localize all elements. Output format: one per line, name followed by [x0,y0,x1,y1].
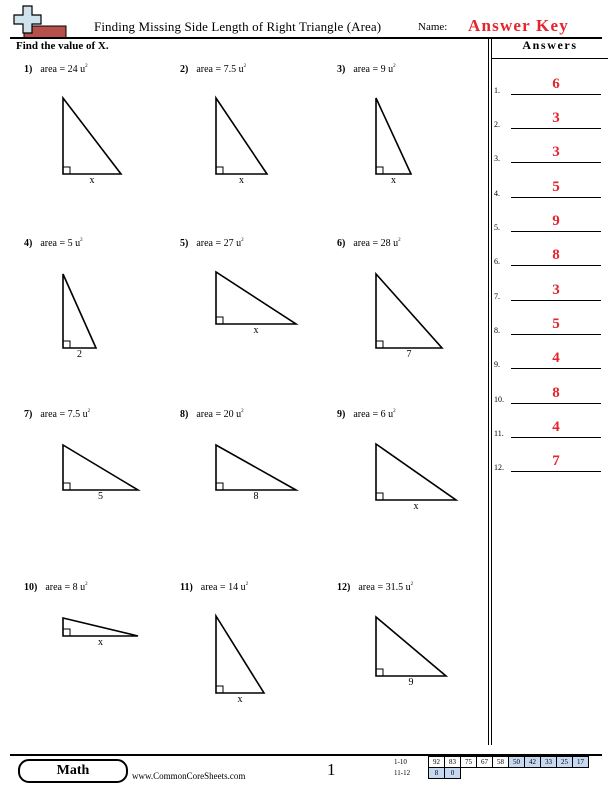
area-unit: u [405,582,411,593]
score-cell-empty [541,768,557,779]
score-row-label: 11-12 [394,769,411,777]
area-prefix: area = [353,238,381,249]
answer-number: 11. [494,429,504,438]
answer-line [511,197,601,198]
area-prefix: area = [196,238,224,249]
right-triangle [61,272,98,350]
answer-value: 6 [552,76,560,92]
area-expression [358,582,413,593]
answer-row [494,107,606,129]
unit-exponent: 2 [80,238,83,243]
score-cell: 83 [445,757,461,768]
answer-value: 3 [552,144,560,160]
answer-row [494,244,606,266]
problem-number: 10) [24,582,38,593]
area-expression [40,64,87,75]
area-value: 6 [380,409,386,420]
score-cell: 92 [429,757,445,768]
area-unit: u [80,64,86,75]
problem-number: 4) [24,238,33,249]
area-expression [40,409,90,420]
unit-exponent: 2 [398,238,401,243]
area-unit: u [82,409,88,420]
score-cell: 17 [573,757,589,768]
worksheet-title: Finding Missing Side Length of Right Triangle (Area) [94,19,382,34]
area-value: 9 [380,64,386,75]
unit-exponent: 2 [245,582,249,587]
problem-header [337,64,396,75]
answer-value: 3 [552,282,560,298]
answer-row [494,450,606,472]
score-cell: 33 [541,757,557,768]
answer-line [511,128,601,129]
score-cell: 8 [429,768,445,779]
answer-number: 3. [494,154,500,163]
score-row [392,768,589,779]
subject-badge: Math [18,759,128,783]
answer-line [511,300,601,301]
name-label: Name: [418,21,448,33]
unit-exponent: 2 [85,64,88,69]
right-angle-marker [63,629,70,636]
score-cell-empty [557,768,573,779]
problem-number: 8) [180,409,189,420]
area-value: 7.5 [223,64,237,75]
right-triangle [61,96,123,176]
area-expression [196,64,246,75]
triangle-outline [376,444,456,500]
base-label: x [413,501,419,512]
page-number: 1 [327,760,336,779]
right-triangle [61,443,140,492]
answer-line [511,471,601,472]
base-label: x [237,694,243,705]
area-expression [201,582,248,593]
answer-line [511,437,601,438]
triangle-outline [216,272,296,324]
answer-number: 2. [494,120,500,129]
answer-value: 7 [552,453,560,469]
area-expression [40,238,82,249]
answer-value: 9 [552,213,560,229]
answer-value: 8 [552,247,560,263]
score-cell: 25 [557,757,573,768]
triangle-outline [376,98,411,174]
unit-exponent: 2 [241,238,244,243]
score-cell: 75 [461,757,477,768]
answer-number: 8. [494,326,500,335]
instructions: Find the value of X. [16,40,109,52]
triangle-outline [376,617,446,676]
right-angle-marker [376,167,383,174]
triangle-outline [63,618,138,636]
answer-line [511,265,601,266]
answer-number: 5. [494,223,500,232]
answer-row [494,416,606,438]
score-cell-empty [461,768,477,779]
base-label: x [98,637,103,648]
base-label: x [391,175,396,186]
right-angle-marker [376,493,383,500]
column-divider-inner [491,38,492,745]
problem-number: 12) [337,582,351,593]
answer-value: 5 [552,179,560,195]
problem-header [180,409,244,420]
right-triangle [214,443,298,492]
right-triangle [214,614,266,695]
problem-number: 6) [337,238,346,249]
answer-row [494,141,606,163]
unit-exponent: 2 [243,64,247,69]
area-unit: u [75,238,81,249]
problem-header [24,582,88,593]
problem-number: 5) [180,238,189,249]
area-value: 8 [72,582,78,593]
area-value: 20 [223,409,234,420]
area-value: 24 [67,64,78,75]
area-unit: u [236,409,242,420]
right-triangle [214,270,298,326]
right-angle-marker [63,483,70,490]
answer-line [511,403,601,404]
area-unit: u [80,582,86,593]
score-row [392,757,589,768]
right-angle-marker [376,669,383,676]
triangle-outline [63,98,121,174]
area-value: 7.5 [67,409,81,420]
unit-exponent: 2 [393,409,396,414]
answer-row [494,313,606,335]
base-label: 5 [98,491,103,502]
problem-number: 2) [180,64,189,75]
right-angle-marker [63,341,70,348]
answer-row [494,210,606,232]
triangle-outline [63,274,96,348]
right-angle-marker [376,341,383,348]
area-prefix: area = [40,409,68,420]
website-link[interactable]: www.CommonCoreSheets.com [132,771,246,781]
score-cell: 50 [509,757,525,768]
score-cell: 67 [477,757,493,768]
answers-heading: Answers [522,38,578,52]
problem-number: 11) [180,582,193,593]
problem-header [24,409,90,420]
problem-number: 7) [24,409,33,420]
base-label: x [89,175,95,186]
score-cell-empty [509,768,525,779]
area-prefix: area = [200,582,229,593]
score-cell-empty [525,768,541,779]
base-label: 7 [406,349,412,360]
right-triangle [374,96,413,176]
area-unit: u [388,409,394,420]
answer-value: 8 [552,385,560,401]
answers-heading-rule [492,58,608,59]
area-value: 14 [228,582,239,593]
answer-row [494,347,606,369]
area-prefix: area = [40,64,68,75]
area-unit: u [388,64,394,75]
area-prefix: area = [358,582,386,593]
score-table [392,756,589,779]
score-cell: 0 [445,768,461,779]
area-value: 27 [223,238,234,249]
score-cell-empty [493,768,509,779]
answer-number: 4. [494,189,500,198]
triangle-outline [216,98,267,174]
base-label: x [239,175,244,186]
column-divider [488,38,489,745]
triangle-outline [216,445,296,490]
problem-number: 9) [337,409,346,420]
unit-exponent: 2 [87,409,91,414]
score-cell: 58 [493,757,509,768]
area-value: 28 [380,238,391,249]
answer-key-label: Answer Key [468,16,569,35]
base-label: x [253,325,259,336]
answer-line [511,94,601,95]
problem-number: 3) [337,64,346,75]
answer-row [494,382,606,404]
problem-header [24,64,88,75]
right-angle-marker [216,317,223,324]
right-triangle [214,96,269,176]
answer-line [511,334,601,335]
base-label: 9 [408,677,414,688]
right-angle-marker [216,167,223,174]
right-angle-marker [63,167,70,174]
answer-row [494,279,606,301]
problem-header [180,582,248,593]
area-prefix: area = [196,64,224,75]
triangle-outline [216,616,264,693]
problem-header [180,64,246,75]
unit-exponent: 2 [85,582,88,587]
answer-value: 4 [552,419,560,435]
answer-value: 3 [552,110,560,126]
answer-number: 10. [494,395,504,404]
area-unit: u [236,238,242,249]
right-triangle [374,442,458,502]
unit-exponent: 2 [410,582,414,587]
area-expression [45,582,87,593]
area-expression [196,409,243,420]
unit-exponent: 2 [393,64,396,69]
answer-number: 1. [494,86,500,95]
answer-row [494,73,606,95]
problem-header [337,409,396,420]
area-prefix: area = [45,582,73,593]
answer-line [511,368,601,369]
area-expression [353,64,395,75]
area-unit: u [240,582,246,593]
area-unit: u [393,238,399,249]
problem-header [337,582,413,593]
area-prefix: area = [40,238,68,249]
problem-number: 1) [24,64,33,75]
right-triangle [374,272,444,350]
triangle-outline [63,445,138,490]
problem-header [24,238,83,249]
right-triangle [374,615,448,678]
score-cell: 42 [525,757,541,768]
area-prefix: area = [196,409,224,420]
answer-number: 9. [494,360,500,369]
answer-line [511,231,601,232]
area-unit: u [238,64,244,75]
score-cell-empty [477,768,493,779]
area-prefix: area = [353,409,381,420]
triangle-outline [376,274,442,348]
base-label: 2 [77,349,82,360]
answer-value: 5 [552,316,560,332]
answer-line [511,162,601,163]
right-angle-marker [216,483,223,490]
score-cell-empty [573,768,589,779]
answer-value: 4 [552,350,560,366]
area-expression [353,409,395,420]
area-value: 5 [67,238,73,249]
area-expression [196,238,243,249]
answer-row [494,176,606,198]
unit-exponent: 2 [241,409,244,414]
base-label: 8 [253,491,259,502]
answer-number: 12. [494,463,504,472]
area-expression [353,238,400,249]
right-triangle [61,616,140,638]
score-row-label: 1-10 [394,758,407,766]
answer-number: 6. [494,257,500,266]
area-value: 31.5 [385,582,404,593]
problem-header [180,238,244,249]
right-angle-marker [216,686,223,693]
answer-number: 7. [494,292,500,301]
area-prefix: area = [353,64,381,75]
problem-header [337,238,401,249]
